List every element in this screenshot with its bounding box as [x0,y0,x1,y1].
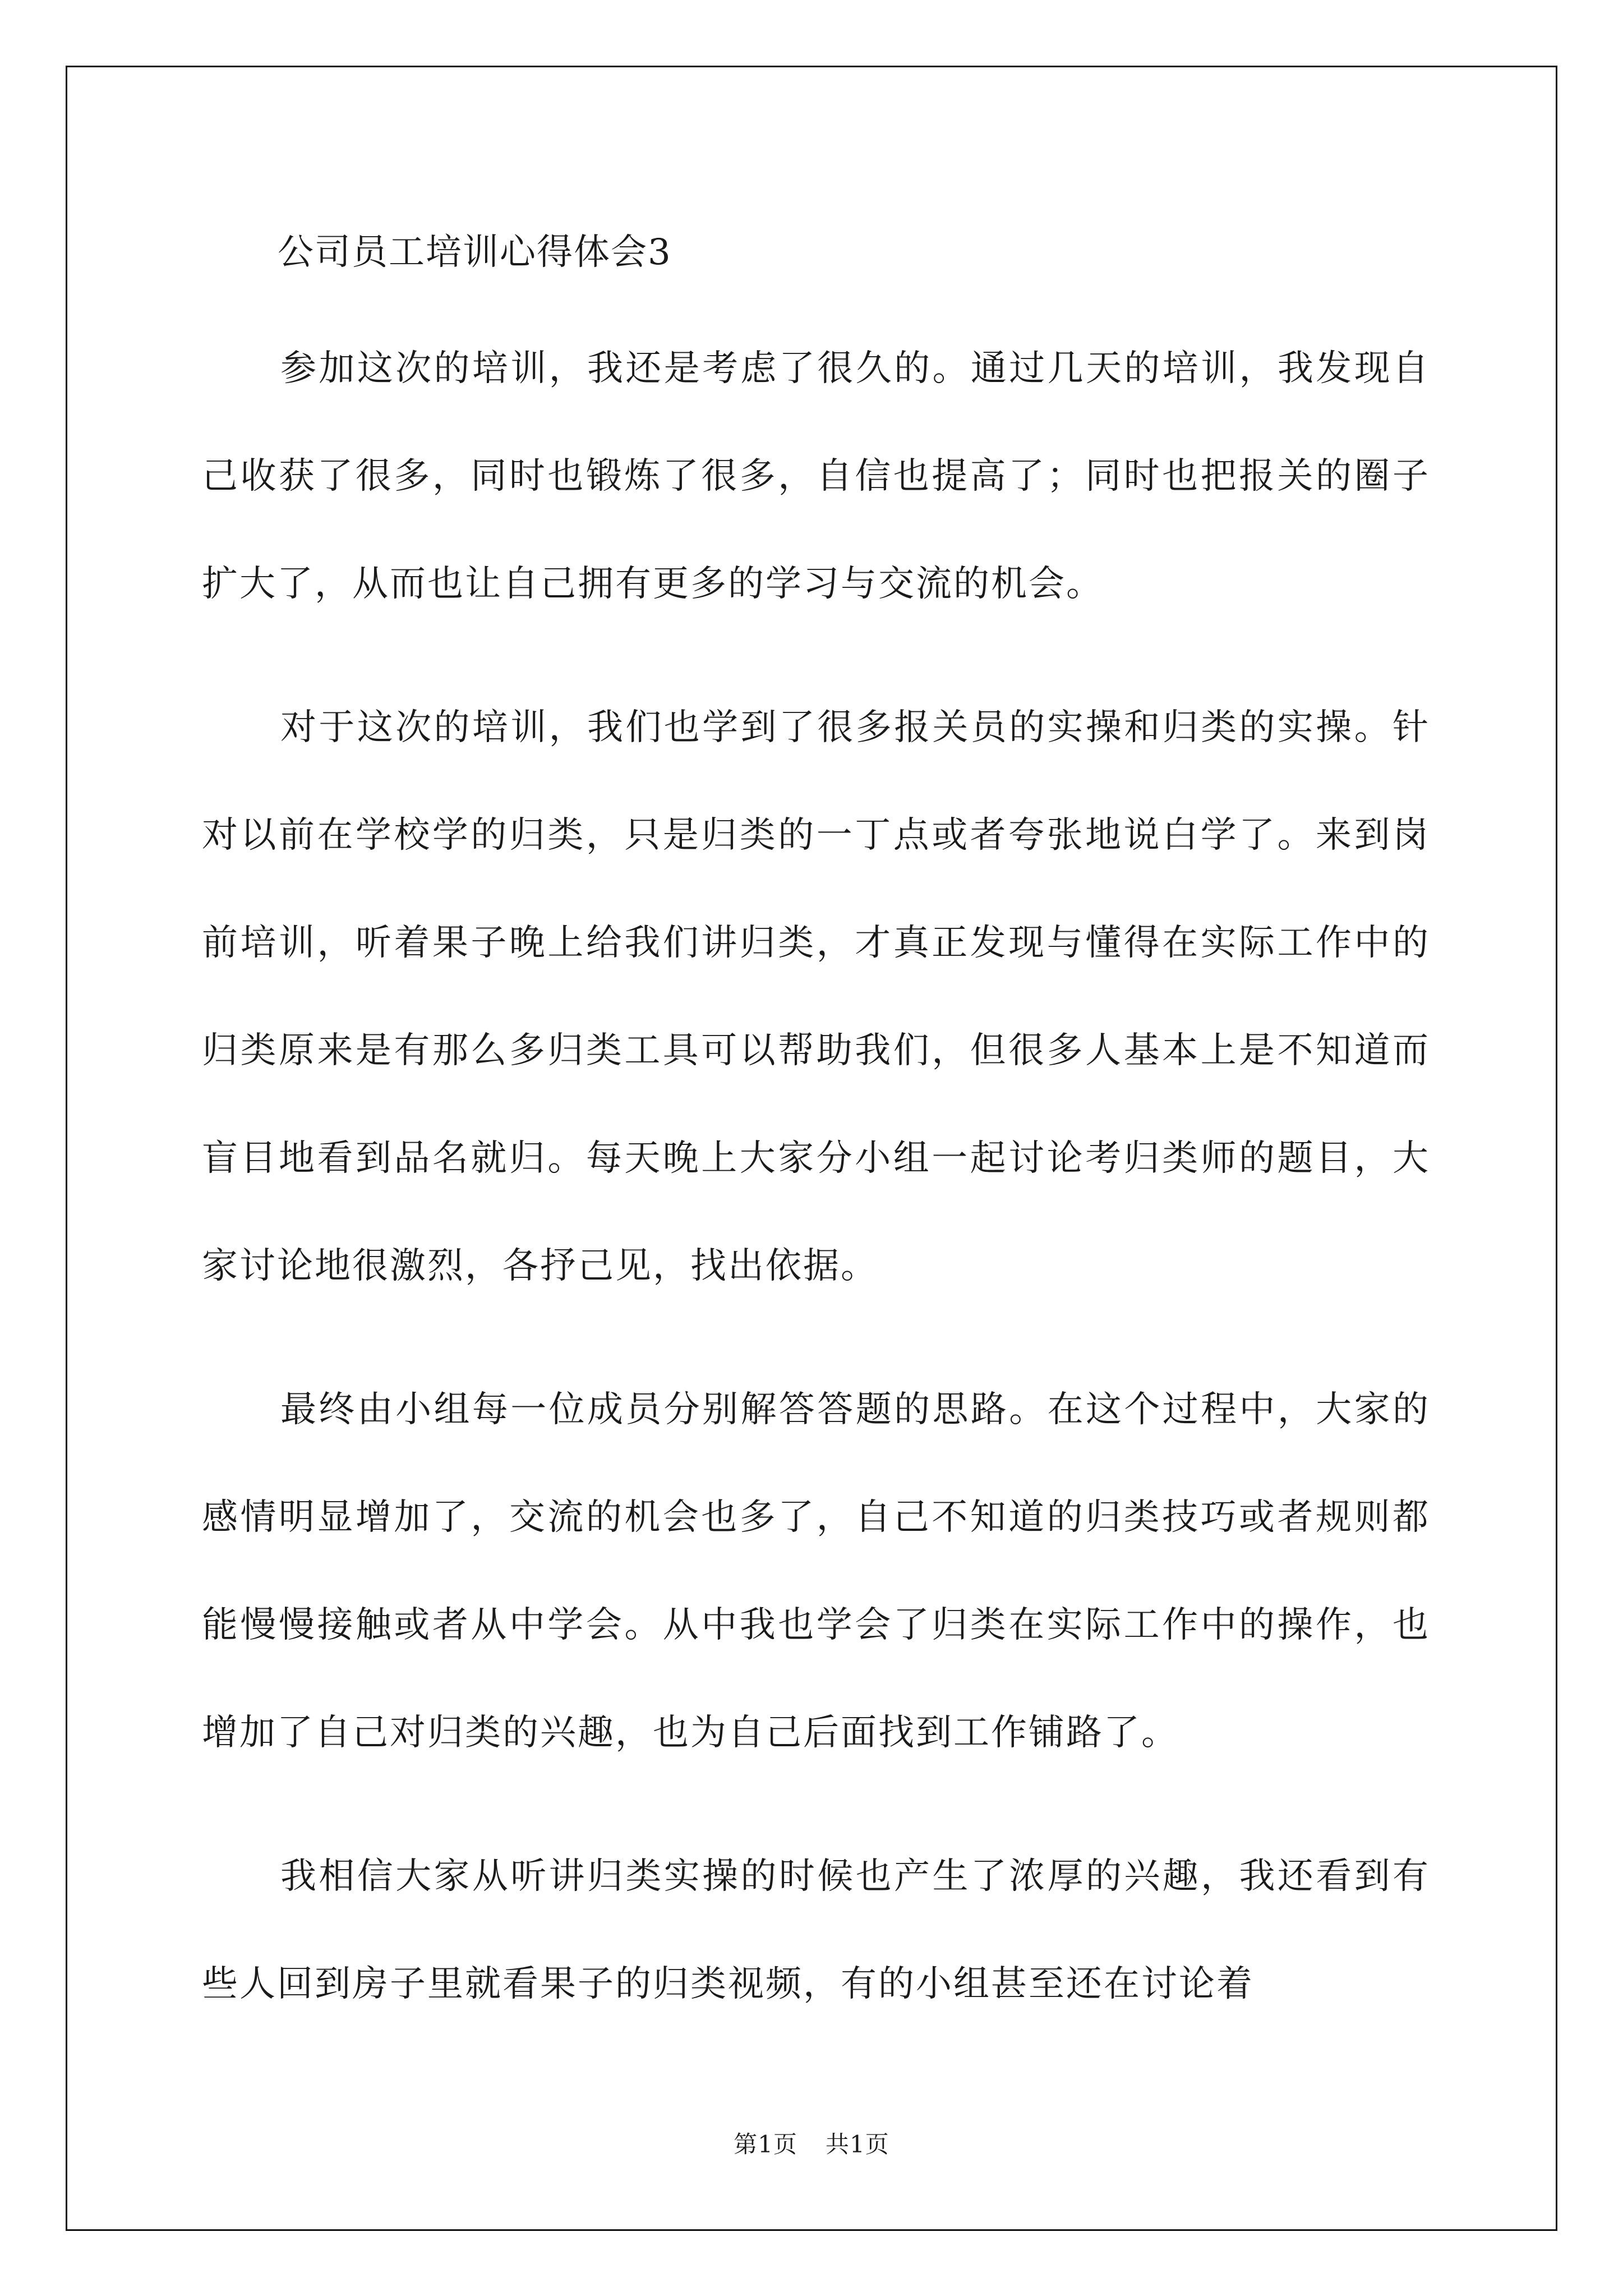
page-footer [0,2126,1623,2160]
paragraph-2: 对于这次的培训，我们也学到了很多报关员的实操和归类的实操。针对以前在学校学的归类，只是归类的一丁点或者夸张地说白学了。来到岗前培训，听着果子晚上给我们讲归类，才真正发现与懂得在实际工作中的归类原来是有那么多归类工具可以帮助我们，但很多人基本上是不知道而盲目地看到品名就归。每天晚上大家分小组一起讨论考归类师的题目，大家讨论地很激烈，各抒己见，找出依据。 [202,707,1430,1287]
paragraph-3: 最终由小组每一位成员分别解答答题的思路。在这个过程中，大家的感情明显增加了，交流的机会也多了，自己不知道的归类技巧或者规则都能慢慢接触或者从中学会。从中我也学会了归类在实际工作中的操作，也增加了自己对归类的兴趣，也为自己后面找到工作铺路了。 [202,1389,1430,1754]
paragraph-1: 参加这次的培训，我还是考虑了很久的。通过几天的培训，我发现自己收获了很多，同时也锻炼了很多，自信也提高了；同时也把报关的圈子扩大了，从而也让自己拥有更多的学习与交流的机会。 [202,348,1430,605]
document-title: 公司员工培训心得体会3 [278,232,672,273]
paragraph-4: 我相信大家从听讲归类实操的时候也产生了浓厚的兴趣，我还看到有些人回到房子里就看果子的归类视频，有的小组甚至还在讨论着 [202,1856,1430,2005]
page-number-current: 第1页 [734,2131,797,2158]
page-number-total: 共1页 [826,2131,889,2158]
document-body [202,222,1430,2038]
